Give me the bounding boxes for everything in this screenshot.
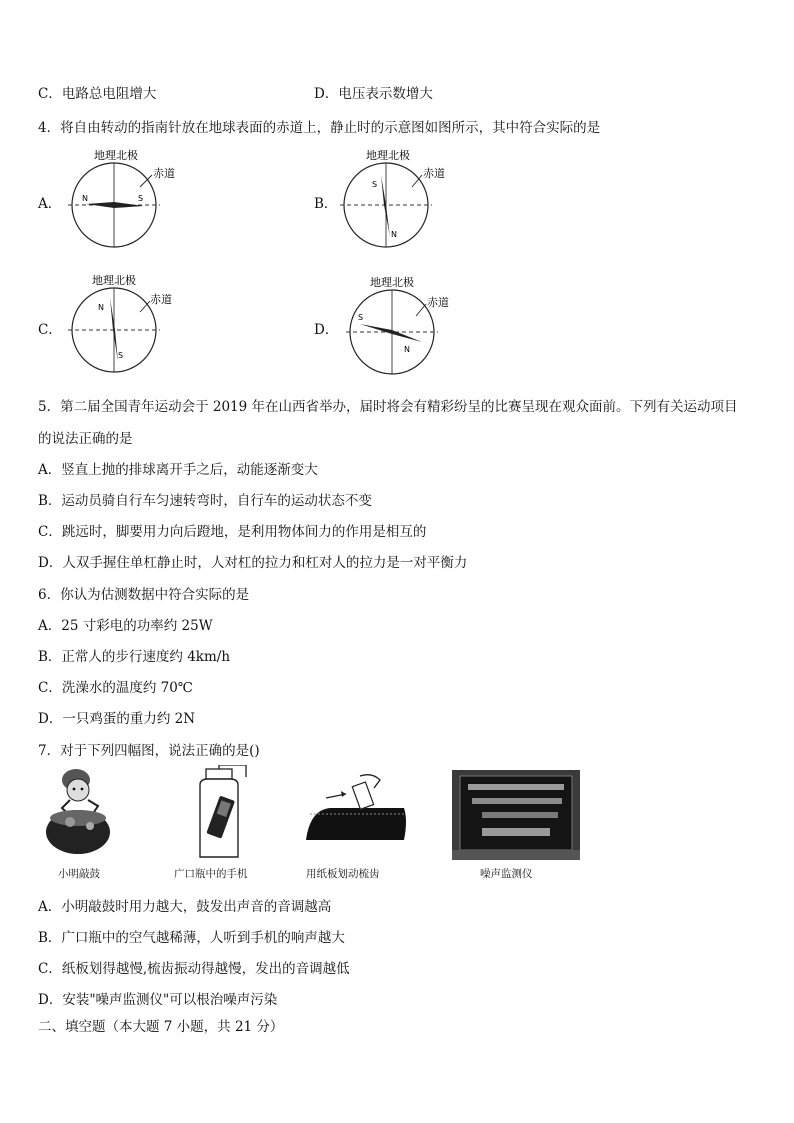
q4-option-a-letter: A．: [38, 196, 62, 212]
q5-option-a: A．竖直上抛的排球离开手之后，动能逐渐变大: [38, 462, 318, 478]
q6-option-c: C．洗澡水的温度约 70℃: [38, 680, 193, 696]
svg-text:S: S: [118, 351, 124, 360]
q6-stem: 6．你认为估测数据中符合实际的是: [38, 587, 250, 603]
q6-option-d: D．一只鸡蛋的重力约 2N: [38, 711, 196, 727]
svg-text:N: N: [391, 230, 397, 239]
svg-text:地理北极: 地理北极: [370, 276, 414, 289]
svg-text:S: S: [138, 194, 144, 203]
q4-option-d-letter: D．: [314, 322, 339, 338]
svg-text:N: N: [404, 345, 410, 354]
q7-option-c: C．纸板划得越慢,梳齿振动得越慢，发出的音调越低: [38, 961, 350, 977]
caption-noise-monitor: 噪声监测仪: [480, 868, 533, 880]
svg-text:赤道: 赤道: [423, 167, 445, 180]
needle-a: [86, 202, 144, 208]
noise-monitor-picture: [452, 770, 580, 860]
compass-diagram-b: [338, 145, 478, 255]
compass-diagram-c: [62, 270, 202, 380]
needle-b: [381, 175, 390, 237]
q7-option-b: B．广口瓶中的空气越稀薄，人听到手机的响声越大: [38, 930, 345, 946]
caption-comb-card: 用纸板划动梳齿: [306, 868, 380, 880]
comb-card-picture: [300, 770, 410, 850]
svg-text:S: S: [372, 180, 378, 189]
q7-option-d: D．安装"噪声监测仪"可以根治噪声污染: [38, 992, 278, 1008]
q5-option-b: B．运动员骑自行车匀速转弯时，自行车的运动状态不变: [38, 493, 372, 509]
q5-option-d: D．人双手握住单杠静止时，人对杠的拉力和杠对人的拉力是一对平衡力: [38, 555, 468, 571]
caption-jar-phone: 广口瓶中的手机: [174, 868, 248, 880]
q5-stem-line2: 的说法正确的是: [38, 431, 133, 447]
q4-stem: 4．将自由转动的指南针放在地球表面的赤道上，静止时的示意图如图所示，其中符合实际的是: [38, 120, 601, 136]
q3-option-d: D．电压表示数增大: [314, 86, 433, 102]
q5-option-c: C．跳远时，脚要用力向后蹬地，是利用物体间力的作用是相互的: [38, 524, 427, 540]
svg-text:N: N: [82, 194, 88, 203]
svg-text:赤道: 赤道: [150, 293, 172, 306]
equator-label: 赤道: [153, 167, 175, 180]
geo-north-label: 地理北极: [94, 149, 138, 162]
q4-option-b-letter: B．: [314, 196, 338, 212]
svg-text:赤道: 赤道: [427, 296, 449, 309]
compass-diagram-a: [64, 145, 204, 255]
caption-drum: 小明敲鼓: [58, 868, 100, 880]
q7-stem: 7．对于下列四幅图，说法正确的是(): [38, 743, 260, 759]
svg-text:N: N: [98, 303, 104, 312]
section-2-title: 二、填空题（本大题 7 小题，共 21 分）: [38, 1019, 284, 1035]
q5-stem-line1: 5．第二届全国青年运动会于 2019 年在山西省举办，届时将会有精彩纷呈的比赛呈现在观众面前。下列有关运动项目: [38, 399, 738, 415]
q7-option-a: A．小明敲鼓时用力越大，鼓发出声音的音调越高: [38, 899, 332, 915]
svg-text:S: S: [358, 313, 364, 322]
q4-option-c-letter: C．: [38, 322, 62, 338]
svg-text:地理北极: 地理北极: [92, 274, 136, 287]
svg-text:地理北极: 地理北极: [366, 149, 410, 162]
q3-option-c: C．电路总电阻增大: [38, 86, 157, 102]
drum-picture: [40, 762, 130, 860]
q6-option-b: B．正常人的步行速度约 4km/h: [38, 649, 231, 665]
needle-d: [360, 324, 422, 342]
compass-diagram-d: [340, 272, 480, 382]
jar-phone-picture: [188, 765, 260, 860]
q6-option-a: A．25 寸彩电的功率约 25W: [38, 618, 213, 634]
